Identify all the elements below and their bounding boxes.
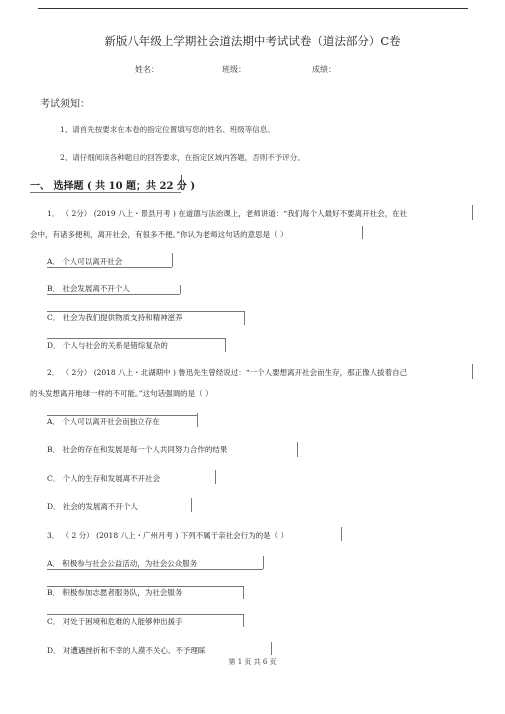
question-1-option-a[interactable]: A． 个人可以离开社会 [47,257,123,266]
answer-box-edge [472,364,473,379]
option-box-edge [297,442,298,457]
notice-item: 1、请首先按要求在本卷的指定位置填写您的姓名、班级等信息。 [60,125,275,134]
question-2-option-c[interactable]: C． 个人的生存和发展离不开社会 [47,474,161,483]
question-1-option-c[interactable]: C． 社会为我们提供物质支持和精神滋养 [47,313,183,322]
option-box-edge [191,498,192,512]
question-1-option-d[interactable]: D． 个人与社会的关系是错综复杂的 [47,341,168,350]
question-3-line1: 3． （ 2 分） (2018 八上・广州月考 ) 下列不属于亲社会行为的是（ ） [47,531,289,540]
question-3-option-b[interactable]: B． 积极参加志愿者服务队，为社会服务 [47,588,183,597]
section-heading: 一、 选择题 ( 共 10 题；共 22 分 ) [30,181,196,192]
question-1-line1: 1． （ 2分） (2019 八上・景县月考 ) 在道德与法治课上，老师讲道：“我们每个人最好不要离开社会，在社 [47,209,408,218]
option-box-line [47,586,243,587]
page-footer: 第 1 页 共 6 页 [228,658,277,666]
question-2-line2: 的头发想离开地球一样的不可能。”这句话强调的是（ ） [30,389,213,398]
question-2-option-b[interactable]: B． 社会的存在和发展是每一个人共同努力合作的结果 [47,445,228,454]
option-box-edge [172,253,173,267]
option-box-edge [225,338,226,352]
question-3-option-a[interactable]: A． 积极参与社会公益活动，为社会公众服务 [47,559,198,568]
option-box-line [47,614,243,615]
option-box-edge [263,556,264,569]
option-box-edge [243,614,244,627]
option-box-line [47,569,263,570]
option-box-edge [243,586,244,599]
question-2-option-a[interactable]: A． 个人可以离开社会而独立存在 [47,417,160,426]
question-2-option-d[interactable]: D． 社会的发展离不开个人 [47,502,138,511]
question-1-line2: 会中，有诸多便利，离开社会，有很多不便。”你认为老师这句话的意思是（ ） [30,230,288,239]
answer-box-edge [341,527,342,541]
question-3-option-d[interactable]: D． 对遭遇挫折和不幸的人漠不关心、不予理睬 [47,646,206,655]
option-box-line [47,267,172,268]
option-box-edge [215,470,216,484]
option-box-edge [197,413,198,427]
answer-box-edge [362,226,363,239]
option-box-line [47,294,180,295]
notice-item: 2、请仔细阅读各种题目的回答要求，在指定区域内答题，否则不予评分。 [60,153,305,162]
question-3-option-c[interactable]: C． 对处于困境和危难的人能够伸出援手 [47,617,183,626]
class-field-label: 班级： [222,65,246,74]
answer-box-edge [472,205,473,220]
section-box-edge [181,175,182,190]
top-rule [38,8,468,9]
notice-heading: 考试须知： [40,99,90,110]
option-box-line [47,338,225,339]
option-box-edge [271,642,272,655]
option-box-line [47,311,244,312]
score-field-label: 成绩： [312,65,336,74]
section-underline [30,192,181,193]
name-field-label: 姓名： [135,65,159,74]
page-title: 新版八年级上学期社会道法期中考试试卷（道法部分）C卷 [104,34,401,48]
option-box-edge [180,285,181,294]
option-box-line [47,415,197,416]
question-2-line1: 2． （ 2分） (2018 八上・北湖期中 ) 鲁迅先生曾经说过：“一个人要想离开社会而生存，那正像人拔着自己 [47,368,408,377]
question-1-option-b[interactable]: B． 社会发展离不开个人 [47,284,130,293]
option-box-edge [244,311,245,325]
